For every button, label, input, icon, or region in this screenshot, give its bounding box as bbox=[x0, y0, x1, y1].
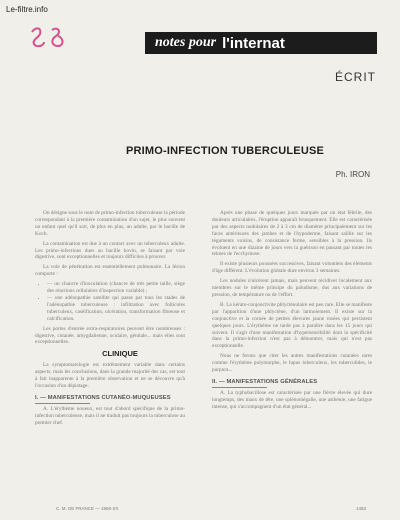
list-item: • — une adénopathie satellite qui passe par tous les stades de l'adénopathie tuberculeuse : infiltration avec follicules tuberculeux, caséification, ulcération, transformation fibreuse et calcification. bbox=[47, 295, 185, 323]
paragraph: A. L'érythème noueux, est tout d'abord spécifique de la primo-infection tuberculeuse, mais il ne traduit pas toujours la tuberculose au premier chef. bbox=[35, 405, 185, 426]
author-name: Ph. IRON bbox=[335, 170, 370, 179]
paragraph: La contamination est due à un contact avec un tuberculeux adulte. Les primo-infections dues au bacille bovin, se faisant par voie digestive, sont exceptionnelles et toujours difficiles à prouver. bbox=[35, 240, 185, 261]
paragraph: A. La typhobacillose est caractérisée par une fièvre élevée qui dure longtemps, des maux de tête, une splénomégalie, une asthénie, une fatigue intense, qui s'accompagnent d'un état général... bbox=[212, 389, 372, 410]
section-heading: CLINIQUE bbox=[102, 349, 138, 359]
source-watermark: Le-filtre.info bbox=[6, 5, 48, 14]
handwritten-annotation bbox=[26, 24, 70, 54]
page-number: 1483 bbox=[355, 506, 366, 511]
paragraph: La symptomatologie est extrêmement variable dans certains aspects, mais les conclusions, dans la grande majorité des cas, est tout à fait inapparente à la première observation et ne se découvre qu'à l'occasion d'un dépistage. bbox=[35, 362, 185, 389]
subsection-heading: II. — MANIFESTATIONS GÉNÉRALES bbox=[212, 378, 318, 385]
paragraph: On désigne sous le nom de primo-infection tuberculeuse la période correspondant à la première contamination d'un sujet, le plus souvent un enfant quel qu'il soit, de plus en plus, un adulte, par le bacille de Koch. bbox=[35, 210, 185, 237]
paragraph: La voie de pénétration est essentiellement pulmonaire. La lésion comporte : bbox=[35, 264, 185, 278]
left-column bbox=[35, 210, 185, 429]
list-item: • — un chancre d'inoculation (chancre de très petite taille, siège des réactions cellulaires d'inspection variable) ; bbox=[47, 281, 185, 295]
subsection-heading: I. — MANIFESTATIONS CUTANÉO-MUQUEUSES bbox=[35, 394, 171, 401]
article-title: PRIMO-INFECTION TUBERCULEUSE bbox=[125, 145, 325, 157]
footer-source: C. M. DE FRANCE — 1966-XX bbox=[56, 506, 119, 511]
rubric-label: ÉCRIT bbox=[335, 70, 376, 84]
banner-part-2: l'internat bbox=[222, 34, 285, 52]
divider bbox=[212, 387, 267, 388]
paragraph: Après une phase de quelques jours marquée par un état fébrile, des douleurs articulaires, l'éruption apparaît brusquement. Elle est caractérisée par des aspects nodulaires de 2 à 3 cm de diamètre principalement sur les faces antérieures des jambes et de l'hypoderme, faisant saillie sur les téguments voisins, de consistance ferme, sensibles à la pression. Ils évoluent en une dizaine de jours vers la guérison en passant par toutes les teintes de l'ecchymose. bbox=[212, 210, 372, 258]
divider bbox=[35, 403, 90, 404]
paragraph: Les nodules n'ulcèrent jamais, mais peuvent récidiver localement aux membres sur le même principe du paludisme, dus aux variations de pression, de température ou de l'effort. bbox=[212, 278, 372, 298]
header-banner bbox=[145, 32, 377, 54]
paragraph: Les portes d'entrée extra-respiratoires peuvent être nombreuses : digestive, cutanée, amygdalienne, oculaire, génitale... mais elles sont exceptionnelles. bbox=[35, 325, 185, 346]
paragraph: Il existe plusieurs poussées successives, faisant volontiers des éléments d'âge différent. L'évolution globale dure environ 3 semaines. bbox=[212, 261, 372, 275]
paragraph: B. La kérato-conjonctivite phlycténulaire est peu rare. Elle se manifeste par l'apparition d'une phlyctène, d'un larmoiement. Il existe sur la conjonctive et la cornée de petites élevures jaune rosées qui persistent quelques jours. L'érythème ne tarde pas à paraître dans les 15 jours qui suivent. Il s'agit d'une manifestation d'hypersensibilité dont la spécificité dans la primo-infection n'est pas à démontrer, mais qui n'est pas exceptionnelle. bbox=[212, 301, 372, 350]
lesion-list bbox=[35, 281, 185, 322]
banner-part-1: notes pour bbox=[155, 35, 217, 50]
right-column bbox=[212, 210, 372, 414]
paragraph: Nous ne ferons que citer les autres manifestations cutanées rares comme l'érythème polymorphe, le lupus tuberculeux, les tuberculides, le purpura... bbox=[212, 353, 372, 374]
